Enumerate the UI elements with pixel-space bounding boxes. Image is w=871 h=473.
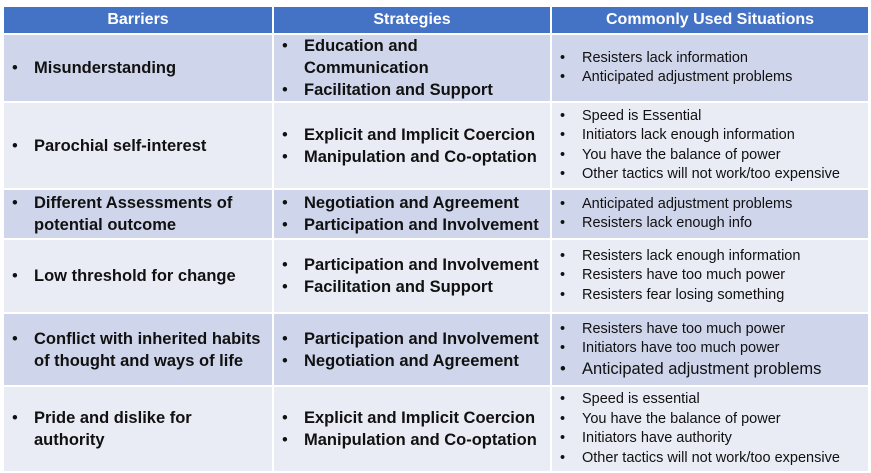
situation-item: • Resisters fear losing something [560,286,860,306]
table-row [3,102,869,189]
barrier-item: • Parochial self-interest [12,135,264,157]
header-situations: Commonly Used Situations [551,6,869,34]
barrier-cell [3,239,273,313]
situation-item: • Resisters have too much power [560,320,860,340]
situation-cell [551,34,869,102]
table-row [3,239,869,313]
table-row [3,313,869,386]
strategy-cell [273,102,551,189]
situation-cell [551,386,869,472]
strategy-item: • Negotiation and Agreement [282,350,542,372]
situation-cell [551,102,869,189]
table-row [3,386,869,472]
situation-cell [551,189,869,239]
strategy-cell [273,34,551,102]
barrier-cell [3,313,273,386]
barrier-item: • Pride and dislike for authority [12,407,264,451]
strategy-cell [273,189,551,239]
barrier-cell [3,189,273,239]
change-resistance-table [2,5,870,473]
strategy-cell [273,313,551,386]
barrier-cell [3,386,273,472]
situation-item: • Resisters lack information [560,49,860,69]
strategy-cell [273,239,551,313]
situation-item: • Anticipated adjustment problems [560,195,860,215]
situation-cell [551,239,869,313]
strategy-item: • Education and Communication [282,35,542,79]
strategy-item: • Participation and Involvement [282,328,542,350]
barrier-item: • Low threshold for change [12,265,264,287]
situation-item: • Other tactics will not work/too expensive [560,165,860,185]
situation-item: • Initiators have too much power [560,339,860,359]
table-row [3,34,869,102]
strategy-item: • Manipulation and Co-optation [282,146,542,168]
situation-item: • Speed is Essential [560,107,860,127]
situation-item: • Resisters have too much power [560,266,860,286]
strategy-item: • Participation and Involvement [282,254,542,276]
header-strategies: Strategies [273,6,551,34]
table-row [3,189,869,239]
barrier-cell [3,34,273,102]
situation-item: • Other tactics will not work/too expensive [560,449,860,469]
situation-item: • Speed is essential [560,390,860,410]
change-resistance-table-container [2,5,868,473]
strategy-item: • Participation and Involvement [282,214,542,236]
strategy-item: • Facilitation and Support [282,276,542,298]
situation-item: • Anticipated adjustment problems [560,359,860,380]
barrier-item: • Different Assessments of potential outcome [12,192,264,236]
situation-item: • You have the balance of power [560,146,860,166]
strategy-item: • Explicit and Implicit Coercion [282,124,542,146]
header-row [3,6,869,34]
barrier-cell [3,102,273,189]
situation-item: • You have the balance of power [560,410,860,430]
barrier-item: • Conflict with inherited habits of thought and ways of life [12,328,264,372]
situation-cell [551,313,869,386]
strategy-item: • Explicit and Implicit Coercion [282,407,542,429]
strategy-item: • Facilitation and Support [282,79,542,101]
header-barriers: Barriers [3,6,273,34]
situation-item: • Initiators lack enough information [560,126,860,146]
barrier-item: • Misunderstanding [12,57,264,79]
situation-item: • Resisters lack enough info [560,214,860,234]
situation-item: • Resisters lack enough information [560,247,860,267]
situation-item: • Anticipated adjustment problems [560,68,860,88]
strategy-cell [273,386,551,472]
strategy-item: • Manipulation and Co-optation [282,429,542,451]
strategy-item: • Negotiation and Agreement [282,192,542,214]
situation-item: • Initiators have authority [560,429,860,449]
